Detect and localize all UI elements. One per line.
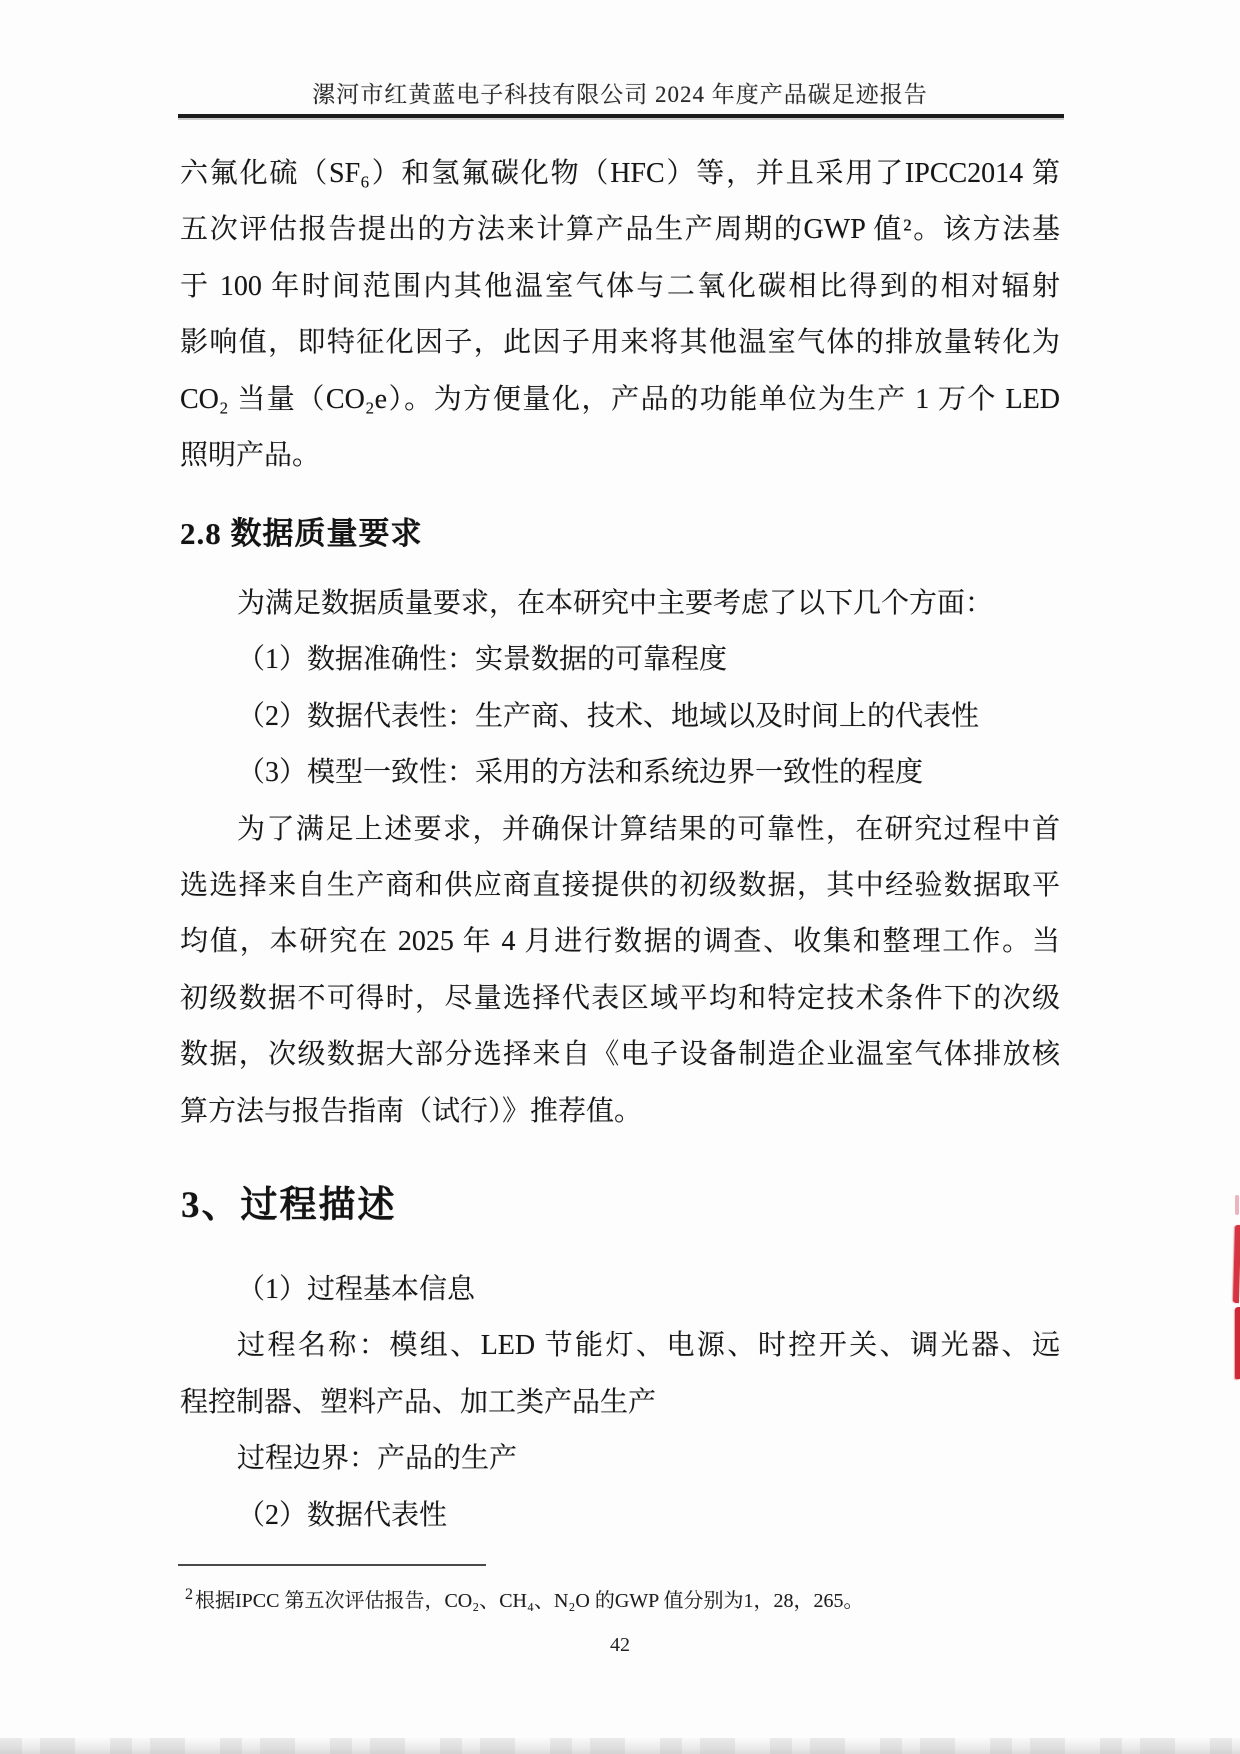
red-edge-mark-segment [1233, 1225, 1240, 1303]
body-line: （2）数据代表性 [237, 1499, 448, 1531]
body-line: 算方法与报告指南（试行）》推荐值。 [180, 1095, 643, 1127]
body-line: 五次评估报告提出的方法来计算产品生产周期的GWP 值²。该方法基 [180, 214, 1060, 246]
footnote-marker: 2 [185, 1586, 193, 1603]
body-line: 于 100 年时间范围内其他温室气体与二氧化碳相比得到的相对辐射 [180, 270, 1060, 302]
body-line: （2）数据代表性：生产商、技术、地域以及时间上的代表性 [237, 700, 980, 732]
body-line: 六氟化硫（SF₆）和氢氟碳化物（HFC）等，并且采用了IPCC2014 第 [180, 158, 1060, 189]
body-line: 均值，本研究在 2025 年 4 月进行数据的调查、收集和整理工作。当 [180, 926, 1060, 958]
paragraph-data-quality [180, 576, 1060, 1140]
footnote [185, 1584, 1085, 1613]
red-edge-mark-faint [1235, 1195, 1239, 1215]
paragraph-gwp-method [180, 146, 1060, 484]
body-line: （1）过程基本信息 [237, 1274, 476, 1305]
body-line: 选选择来自生产商和供应商直接提供的初级数据，其中经验数据取平 [180, 870, 1060, 902]
section-heading-3: 3、过程描述 [181, 1185, 397, 1226]
body-line: 程控制器、塑料产品、加工类产品生产 [180, 1386, 657, 1418]
body-line: 照明产品。 [180, 440, 321, 472]
footnote-text: 根据IPCC 第五次评估报告，CO₂、CH₄、N₂O 的GWP 值分别为1，28，265。 [195, 1590, 864, 1612]
section-heading-2-8: 2.8 数据质量要求 [180, 516, 423, 551]
body-line: （1）数据准确性：实景数据的可靠程度 [237, 644, 728, 676]
body-line: CO₂ 当量（CO₂e）。为方便量化，产品的功能单位为生产 1 万个 LED [180, 383, 1060, 415]
paragraph-process-description [180, 1262, 1060, 1544]
body-line: 为了满足上述要求，并确保计算结果的可靠性，在研究过程中首 [237, 813, 1060, 845]
scan-noise-band [0, 1738, 1240, 1754]
page-header-title: 漯河市红黄蓝电子科技有限公司 2024 年度产品碳足迹报告 [312, 82, 928, 107]
body-line: 影响值，即特征化因子，此因子用来将其他温室气体的排放量转化为 [180, 327, 1060, 359]
red-edge-mark [1230, 1195, 1240, 1390]
red-edge-mark-segment [1235, 1307, 1240, 1379]
body-line: 为满足数据质量要求，在本研究中主要考虑了以下几个方面： [237, 588, 994, 619]
body-line: 初级数据不可得时，尽量选择代表区域平均和特定技术条件下的次级 [180, 982, 1060, 1014]
body-line: 过程边界：产品的生产 [237, 1443, 518, 1475]
body-line: 过程名称：模组、LED 节能灯、电源、时控开关、调光器、远 [237, 1330, 1060, 1362]
body-line: （3）模型一致性：采用的方法和系统边界一致性的程度 [237, 757, 924, 789]
body-line: 数据，次级数据大部分选择来自《电子设备制造企业温室气体排放核 [180, 1039, 1060, 1071]
page-number: 42 [610, 1634, 630, 1656]
footnote-rule [178, 1564, 486, 1566]
header-rule [178, 114, 1064, 118]
